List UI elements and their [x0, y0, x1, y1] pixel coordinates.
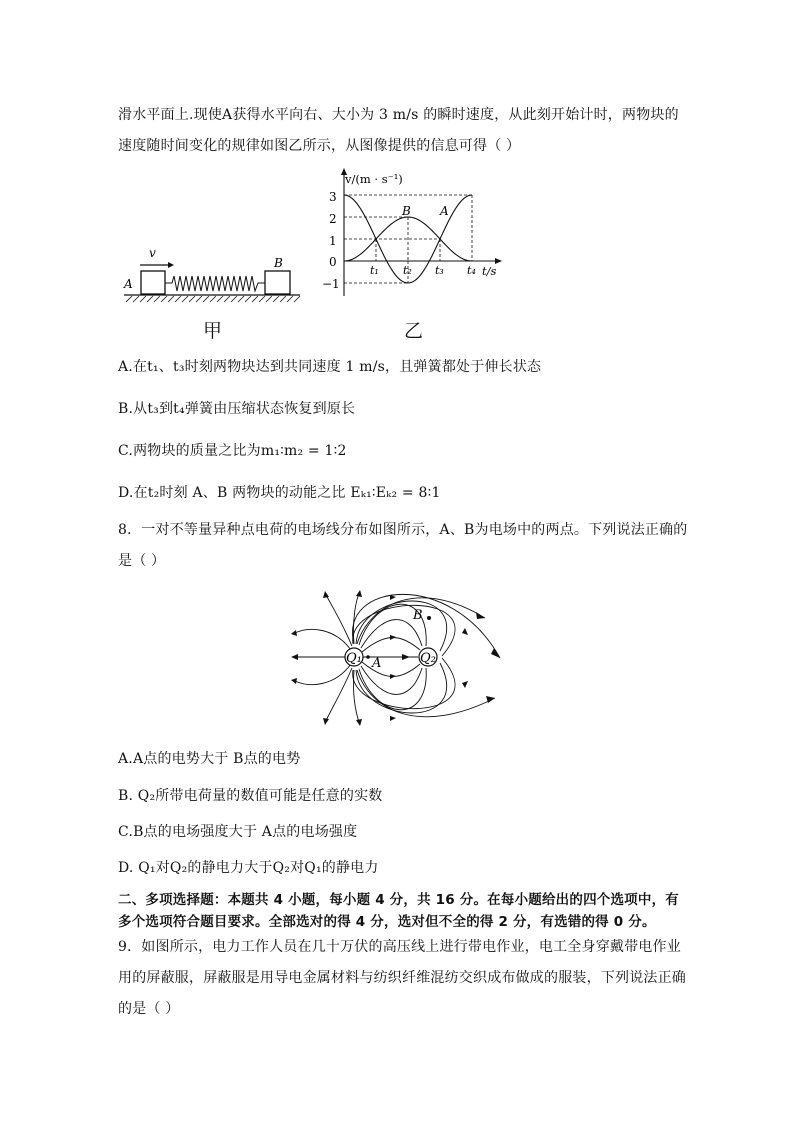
y-tick-3: 3: [329, 190, 337, 204]
point-B: [427, 616, 431, 620]
q9-line-3: 的是（ ）: [118, 1001, 180, 1017]
field-line: [359, 668, 426, 710]
q8-option-D: D. Q₁对Q₂的静电力大于Q₂对Q₁的静电力: [118, 860, 379, 876]
field-line: [356, 663, 447, 713]
block-B: [265, 271, 290, 294]
label-B: B: [413, 608, 423, 623]
q7-option-D: D.在t₂时刻 A、B 两物块的动能之比 Eₖ₁∶Eₖ₂ = 8∶1: [118, 485, 441, 501]
q9-line-2: 用的屏蔽服，屏蔽服是用导电金属材料与纺织纤维混纺交织成布做成的服装，下列说法正确: [118, 970, 686, 986]
q8-option-A: A.A点的电势大于 B点的电势: [118, 751, 301, 767]
q8-stem-line-1: 8．一对不等量异种点电荷的电场线分布如图所示，A、B为电场中的两点。下列说法正确的: [118, 522, 688, 538]
field-arrow: [291, 678, 297, 684]
x-tick-t3: t₃: [435, 264, 444, 277]
spring: [165, 276, 265, 291]
intro-line-2: 速度随时间变化的规律如图乙所示，从图像提供的信息可得（ ）: [118, 138, 521, 154]
curve-label-A: A: [440, 204, 449, 218]
field-arrow: [462, 681, 468, 688]
field-line: [361, 666, 422, 694]
block-A-label: A: [124, 277, 133, 291]
field-arrow: [323, 591, 329, 598]
caption-jia: 甲: [203, 320, 223, 342]
field-line: [353, 658, 455, 709]
field-arrow: [291, 654, 298, 660]
field-line: [362, 637, 420, 652]
field-arrow: [402, 654, 410, 660]
q8-option-B: B. Q₂所带电荷量的数值可能是任意的实数: [118, 788, 383, 804]
ground-hatching: [126, 296, 300, 302]
field-line: [353, 605, 455, 656]
field-line: [353, 670, 360, 725]
field-line: [295, 664, 351, 685]
x-tick-t2: t₂: [403, 264, 412, 277]
y-tick-neg1: −1: [322, 277, 340, 291]
y-tick-2: 2: [329, 212, 337, 226]
velocity-arrowhead: [168, 262, 174, 268]
q7-option-A: A.在t₁、t₃时刻两物块达到共同速度 1 m/s，且弹簧都处于伸长状态: [118, 359, 542, 375]
intro-line-1: 滑水平面上.现使A获得水平向右、大小为 3 m/s 的瞬时速度，从此刻开始计时，两物块的: [118, 107, 679, 123]
field-arrow: [356, 719, 362, 726]
q8-option-C: C.B点的电场强度大于 A点的电场强度: [118, 824, 358, 840]
y-tick-1: 1: [329, 234, 337, 248]
figure-yi-vt-chart: [318, 166, 518, 301]
field-arrow: [462, 628, 468, 635]
field-arrow: [323, 718, 329, 725]
field-arrow: [390, 716, 396, 721]
field-line: [361, 620, 422, 648]
field-arrow: [476, 612, 485, 619]
label-Q1: Q₁: [346, 651, 362, 666]
point-A: [366, 655, 370, 659]
q8-stem-line-2: 是（ ）: [118, 553, 166, 569]
label-Q2: Q₂: [420, 651, 436, 666]
q9-line-1: 9．如图所示，电力工作人员在几十万伏的高压线上进行带电作业，电工全身穿戴带电作业: [118, 939, 681, 955]
y-tick-0: 0: [329, 255, 337, 269]
x-tick-t4: t₄: [467, 264, 476, 277]
velocity-label: v: [149, 246, 156, 260]
x-tick-t1: t₁: [370, 264, 379, 277]
electric-field-figure: [290, 588, 510, 733]
block-A: [141, 271, 165, 294]
block-B-label: B: [274, 256, 283, 270]
field-arrow: [356, 590, 362, 597]
field-arrow: [390, 595, 396, 600]
curve-label-B: B: [402, 204, 411, 218]
field-line: [295, 629, 351, 650]
x-axis-label: t/s: [482, 264, 497, 278]
field-arrow: [291, 630, 297, 636]
q7-option-C: C.两物块的质量之比为m₁∶m₂ = 1∶2: [118, 443, 347, 459]
section-2-heading-line-2: 多个选项符合题目要求。全部选对的得 4 分，选对但不全的得 2 分，有选错的得 0 分。: [118, 914, 656, 930]
section-2-heading-line-1: 二、多项选择题：本题共 4 小题，每小题 4 分，共 16 分。在每小题给出的四个选项中，有: [118, 892, 679, 908]
figure-jia: [118, 240, 308, 320]
caption-yi: 乙: [404, 320, 424, 342]
field-arrow: [491, 648, 500, 658]
field-line: [353, 591, 360, 644]
q7-option-B: B.从t₃到t₄弹簧由压缩状态恢复到原长: [118, 401, 356, 417]
label-A: A: [372, 656, 382, 671]
field-line: [356, 601, 447, 651]
y-axis-label: v/(m · s⁻¹): [345, 172, 403, 186]
